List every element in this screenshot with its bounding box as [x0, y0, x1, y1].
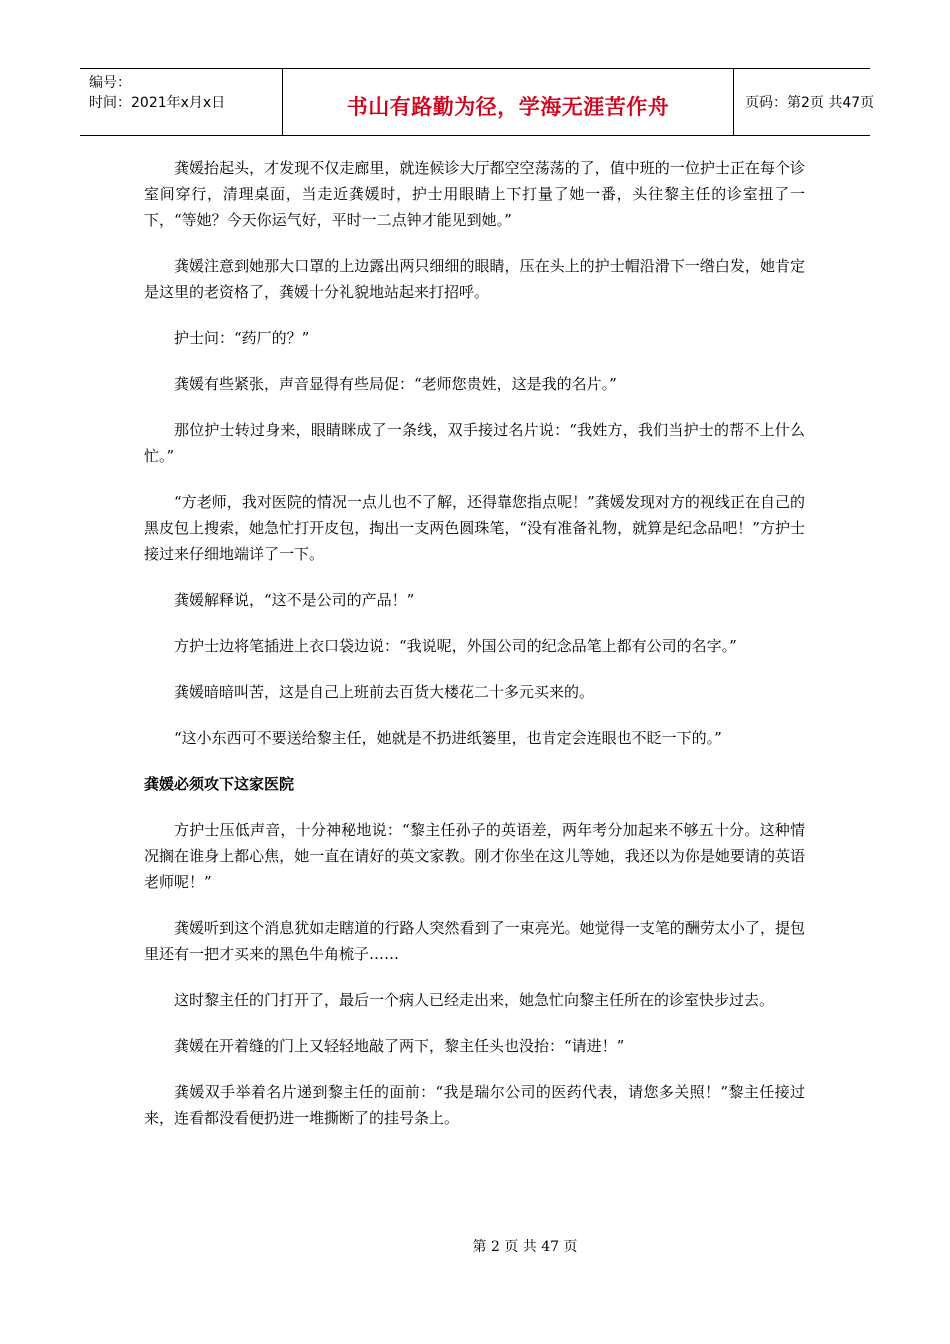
- paragraph: 龚媛听到这个消息犹如走瞎道的行路人突然看到了一束亮光。她觉得一支笔的酬劳太小了，提包里还有一把才买来的黑色牛角梳子……: [144, 919, 805, 963]
- paragraph: 龚媛注意到她那大口罩的上边露出两只细细的眼睛，压在头上的护士帽沿滑下一绺白发，她肯定是这里的老资格了，龚媛十分礼貌地站起来打招呼。: [144, 257, 805, 301]
- number-label: 编号：: [89, 75, 131, 91]
- paragraph: 龚媛在开着缝的门上又轻轻地敲了两下，黎主任头也没抬：“请进！”: [174, 1037, 625, 1055]
- paragraph: 方护士压低声音，十分神秘地说：“黎主任孙子的英语差，两年考分加起来不够五十分。这种情况搁在谁身上都心焦，她一直在请好的英文家教。刚才你坐在这儿等她，我还以为你是她要请的英语老师呢！”: [144, 821, 805, 891]
- paragraph: 这时黎主任的门打开了，最后一个病人已经走出来，她急忙向黎主任所在的诊室快步过去。: [174, 991, 775, 1009]
- section-heading: 龚媛必须攻下这家医院: [144, 775, 295, 793]
- paragraph: 那位护士转过身来，眼睛眯成了一条线，双手接过名片说：“我姓方，我们当护士的帮不上什么忙。”: [144, 421, 805, 465]
- paragraph: 龚媛抬起头，才发现不仅走廊里，就连候诊大厅都空空荡荡的了，值中班的一位护士正在每个诊室间穿行，清理桌面，当走近龚媛时，护士用眼睛上下打量了她一番，头往黎主任的诊室扭了一下，“等她？今天你运气好，平时一二点钟才能见到她。”: [144, 159, 805, 229]
- paragraph: 方护士边将笔插进上衣口袋边说：“我说呢，外国公司的纪念品笔上都有公司的名字。”: [174, 637, 737, 655]
- paragraph: 龚媛暗暗叫苦，这是自己上班前去百货大楼花二十多元买来的。: [174, 683, 595, 701]
- document-header: [80, 68, 875, 136]
- paragraph: 护士问：“药厂的？”: [174, 329, 310, 347]
- paragraph: 龚媛解释说，“这不是公司的产品！”: [174, 591, 415, 609]
- header-motto-cell: [282, 69, 734, 135]
- page-footer: [0, 1236, 950, 1256]
- motto: 书山有路勤为径，学海无涯苦作舟: [346, 95, 670, 119]
- page-number: 第 2 页 共 47 页: [472, 1239, 578, 1255]
- header-page-info: 页码：第2页 共47页: [745, 95, 875, 111]
- paragraph: “方老师，我对医院的情况一点儿也不了解，还得靠您指点呢！”龚媛发现对方的视线正在自己的黑皮包上搜索，她急忙打开皮包，掏出一支两色圆珠笔，“没有准备礼物，就算是纪念品吧！”方护士接过来仔细地端详了一下。: [144, 493, 805, 563]
- paragraph: 龚媛双手举着名片递到黎主任的面前：“我是瑞尔公司的医药代表，请您多关照！”黎主任接过来，连看都没看便扔进一堆撕断了的挂号条上。: [144, 1083, 805, 1127]
- date-label: 时间：2021年x月x日: [89, 95, 226, 111]
- header-meta: [80, 69, 282, 135]
- paragraph: 龚媛有些紧张，声音显得有些局促：“老师您贵姓，这是我的名片。”: [174, 375, 617, 393]
- document-body: [144, 155, 805, 1151]
- paragraph: “这小东西可不要送给黎主任，她就是不扔进纸篓里，也肯定会连眼也不眨一下的。”: [174, 729, 722, 747]
